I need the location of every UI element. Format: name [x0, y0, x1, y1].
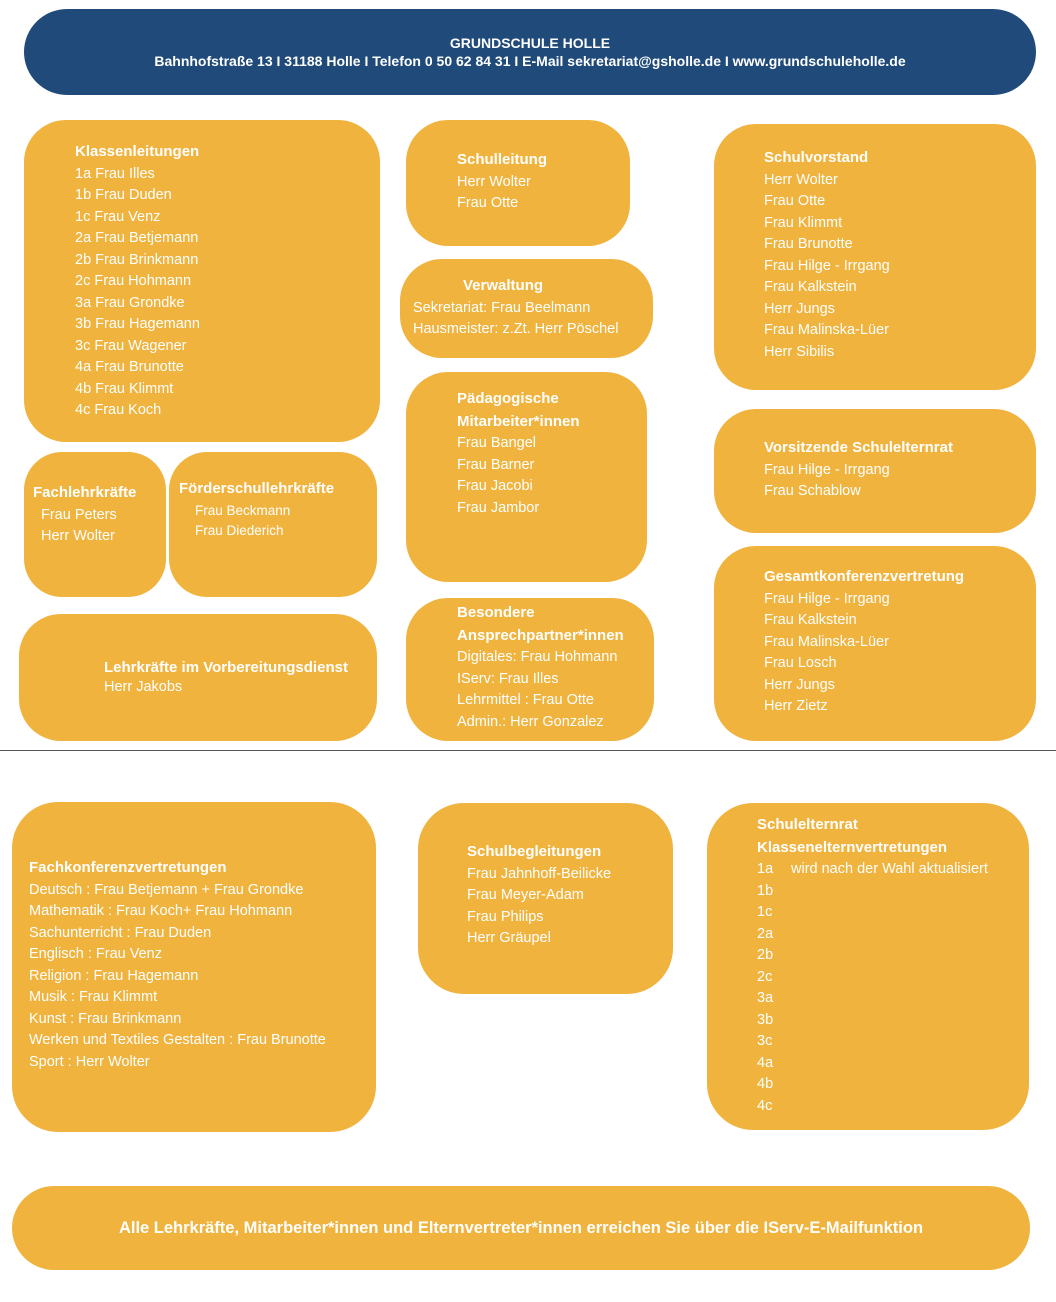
box-title: Vorsitzende Schulelternrat [764, 439, 953, 456]
list-item: Herr Jakobs [104, 678, 183, 695]
class-label: 3a [757, 990, 774, 1006]
class-label: 4b [757, 1076, 774, 1092]
item-list [764, 170, 1036, 364]
box-title-line1: Schulelternrat [757, 816, 858, 833]
class-label: 1c [757, 904, 773, 920]
list-item: Frau Hilge - Irrgang [764, 257, 890, 274]
list-item: Frau Jahnhoff-Beilicke [467, 865, 612, 882]
box-title-line2: Ansprechpartner*innen [457, 626, 624, 644]
item-list [764, 460, 1036, 503]
list-item: Herr Sibilis [764, 343, 835, 360]
list-item: Sekretariat: Frau Beelmann [413, 299, 591, 316]
list-item: Frau Philips [467, 908, 544, 925]
item-list [104, 677, 377, 699]
class-label: 2a [757, 925, 774, 942]
item-list [29, 880, 376, 1074]
box-fachlehrkraefte [24, 452, 166, 597]
list-item: Kunst : Frau Brinkmann [29, 1010, 182, 1027]
list-item: Frau Jacobi [457, 478, 533, 494]
box-title: Schulvorstand [764, 149, 869, 166]
item-list [179, 501, 377, 542]
school-contact-line: Bahnhofstraße 13 I 31188 Holle I Telefon 0 50 62 84 31 I E-Mail sekretariat@gsholle.de I www.grundschuleholle.de [154, 53, 906, 69]
class-label: 4c [757, 1097, 773, 1114]
box-foerderschullehrkraefte [169, 452, 377, 597]
list-item: Frau Otte [457, 195, 519, 211]
class-row [757, 1074, 1029, 1096]
list-item: Frau Peters [41, 506, 117, 523]
list-item: Frau Hilge - Irrgang [764, 461, 890, 478]
box-title: Lehrkräfte im Vorbereitungsdienst [104, 659, 348, 676]
list-item: Frau Bangel [457, 435, 536, 451]
list-item: Musik : Frau Klimmt [29, 989, 158, 1005]
list-item: Frau Barner [457, 456, 535, 473]
list-item: Herr Wolter [764, 171, 838, 188]
list-item: Herr Wolter [457, 173, 531, 190]
item-list [764, 589, 1036, 718]
list-item: Admin.: Herr Gonzalez [457, 713, 604, 730]
list-item: Frau Losch [764, 655, 837, 671]
list-item: Religion : Frau Hagemann [29, 967, 199, 984]
class-row [757, 924, 1029, 946]
list-item: 2a Frau Betjemann [75, 230, 199, 246]
list-item: Frau Otte [764, 193, 826, 209]
class-row [757, 967, 1029, 989]
box-title: Schulleitung [457, 151, 547, 168]
box-gesamtkonferenzvertretung [714, 546, 1036, 741]
class-label: 2c [757, 968, 773, 985]
list-item: Frau Diederich [195, 523, 284, 538]
box-title-line1: Besondere [457, 604, 535, 621]
class-label: 3c [757, 1033, 773, 1049]
box-fachkonferenzvertretungen [12, 802, 376, 1132]
box-verwaltung [400, 259, 653, 358]
box-vorsitzende-schulelternrat [714, 409, 1036, 533]
box-title-line2: Klassenelternvertretungen [757, 838, 948, 856]
list-item: Herr Jungs [764, 676, 835, 693]
box-klassenleitungen [24, 120, 380, 442]
school-name: GRUNDSCHULE HOLLE [449, 35, 611, 51]
item-list [75, 164, 380, 422]
class-label: 4a [757, 1054, 774, 1071]
list-item: Herr Wolter [41, 528, 115, 544]
list-item: Herr Gräupel [467, 930, 551, 946]
class-label: 3b [757, 1011, 774, 1028]
list-item: Frau Brunotte [764, 236, 853, 252]
box-schulbegleitungen [418, 803, 673, 994]
list-item: Werken und Textiles Gestalten : Frau Brunotte [29, 1032, 326, 1048]
class-row [757, 1031, 1029, 1053]
box-title: Verwaltung [463, 277, 544, 294]
section-divider [0, 750, 1056, 751]
list-item: Hausmeister: z.Zt. Herr Pöschel [413, 321, 619, 337]
list-item: Frau Meyer-Adam [467, 887, 584, 903]
box-title: Förderschullehrkräfte [179, 480, 335, 497]
list-item: 2b Frau Brinkmann [75, 251, 199, 268]
class-label: 1a [757, 861, 774, 877]
box-title: Klassenleitungen [75, 143, 200, 160]
item-list [467, 864, 673, 950]
box-schulleitung [406, 120, 630, 246]
list-item: Sachunterricht : Frau Duden [29, 924, 212, 941]
list-item: 1a Frau Illes [75, 165, 155, 182]
box-title: Gesamtkonferenzvertretung [764, 568, 965, 585]
box-schulelternrat [707, 803, 1029, 1130]
class-row [757, 1010, 1029, 1032]
list-item: Frau Malinska-Lüer [764, 633, 889, 650]
class-row [757, 881, 1029, 903]
box-title: Schulbegleitungen [467, 843, 602, 860]
list-item: 1c Frau Venz [75, 208, 161, 225]
list-item: Deutsch : Frau Betjemann + Frau Grondke [29, 881, 304, 898]
list-item: Sport : Herr Wolter [29, 1053, 150, 1070]
school-header [24, 9, 1036, 95]
list-item: Frau Schablow [764, 483, 861, 499]
list-item: Herr Zietz [764, 698, 828, 714]
box-title: Fachkonferenzvertretungen [29, 859, 227, 876]
item-list [33, 505, 166, 548]
list-item: 4b Frau Klimmt [75, 380, 174, 397]
list-item: 3a Frau Grondke [75, 294, 185, 311]
item-list [457, 172, 630, 215]
list-item: Frau Malinska-Lüer [764, 322, 889, 338]
box-schulvorstand [714, 124, 1036, 390]
box-title-line1: Pädagogische [457, 390, 559, 407]
list-item: IServ: Frau Illes [457, 670, 559, 687]
list-item: 2c Frau Hohmann [75, 273, 192, 289]
class-row [757, 859, 1029, 881]
list-item: 4a Frau Brunotte [75, 359, 184, 375]
box-title-line2: Mitarbeiter*innen [457, 412, 580, 430]
list-item: 1b Frau Duden [75, 187, 172, 203]
box-besondere-ansprechpartner [406, 598, 654, 741]
list-item: Frau Kalkstein [764, 612, 857, 628]
footer-banner: Alle Lehrkräfte, Mitarbeiter*innen und Elternvertreter*innen erreichen Sie über die IServ-E-Mailfunktion [12, 1186, 1030, 1270]
class-row [757, 1053, 1029, 1075]
class-row [757, 1096, 1029, 1118]
list-item: Frau Kalkstein [764, 279, 857, 295]
list-item: Frau Klimmt [764, 214, 843, 231]
box-vorbereitungsdienst [19, 614, 377, 741]
list-item: Herr Jungs [764, 300, 835, 317]
class-row [757, 988, 1029, 1010]
box-paedagogische-mitarbeiter [406, 372, 647, 582]
class-label: 2b [757, 947, 774, 963]
list-item: 3c Frau Wagener [75, 337, 187, 354]
list-item: Englisch : Frau Venz [29, 946, 162, 962]
item-list [457, 433, 647, 519]
list-item: 4c Frau Koch [75, 402, 162, 418]
class-representative: wird nach der Wahl aktualisiert [791, 861, 988, 877]
class-representatives-list [757, 859, 1029, 1117]
list-item: Frau Jambor [457, 499, 540, 516]
list-item: Lehrmittel : Frau Otte [457, 692, 594, 708]
class-label: 1b [757, 882, 774, 899]
class-row [757, 902, 1029, 924]
box-title: Fachlehrkräfte [33, 484, 137, 501]
item-list [413, 298, 653, 341]
list-item: Frau Hilge - Irrgang [764, 590, 890, 607]
item-list [457, 647, 654, 733]
list-item: 3b Frau Hagemann [75, 316, 200, 332]
list-item: Mathematik : Frau Koch+ Frau Hohmann [29, 903, 293, 919]
list-item: Frau Beckmann [195, 502, 291, 518]
list-item: Digitales: Frau Hohmann [457, 649, 618, 665]
class-row [757, 945, 1029, 967]
